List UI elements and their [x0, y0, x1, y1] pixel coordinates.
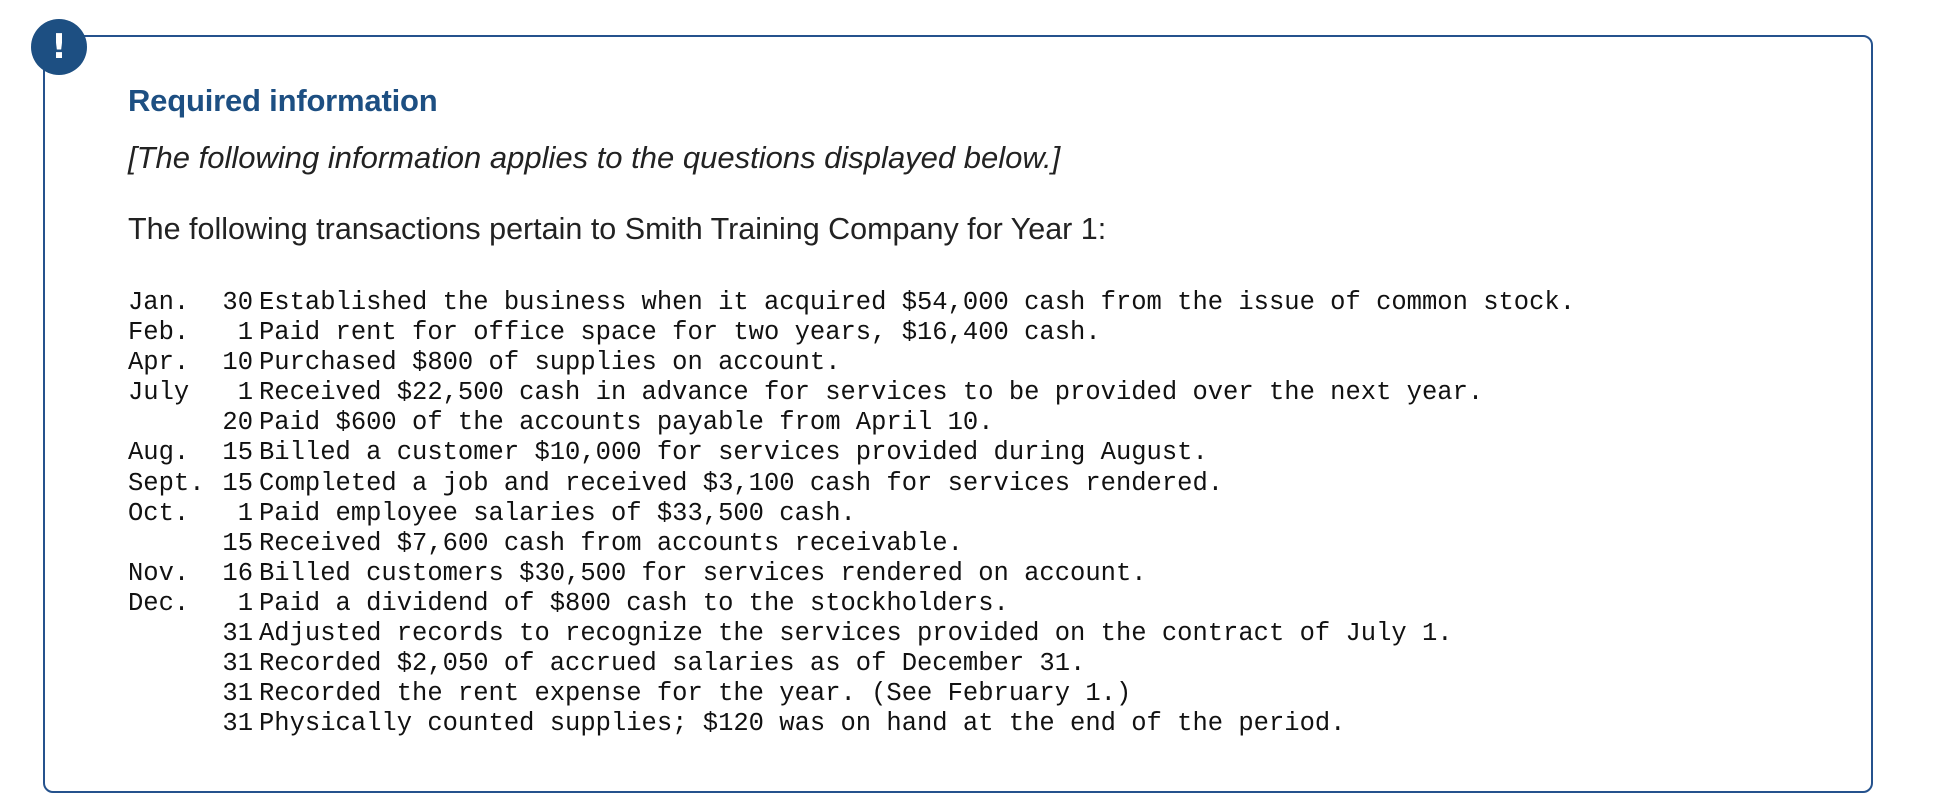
- transaction-description: Adjusted records to recognize the services provided on the contract of July 1.: [259, 619, 1453, 649]
- transaction-day: 16: [222, 558, 253, 588]
- transaction-date: [128, 619, 253, 649]
- transaction-date: [128, 288, 253, 318]
- transaction-month: July: [128, 378, 190, 408]
- transaction-description: Physically counted supplies; $120 was on hand at the end of the period.: [259, 709, 1346, 739]
- transaction-date: [128, 679, 253, 709]
- transaction-row: [128, 559, 1575, 589]
- transaction-description: Purchased $800 of supplies on account.: [259, 348, 841, 378]
- transaction-description: Recorded $2,050 of accrued salaries as of December 31.: [259, 649, 1086, 679]
- transaction-day: 31: [222, 649, 253, 679]
- transaction-row: [128, 619, 1575, 649]
- transaction-day: 31: [222, 709, 253, 739]
- intro-text: The following transactions pertain to Smith Training Company for Year 1:: [128, 212, 1107, 246]
- transaction-day: 1: [237, 318, 253, 348]
- applies-note: [The following information applies to the questions displayed below.]: [128, 140, 1061, 175]
- transaction-date: [128, 649, 253, 679]
- transaction-day: 1: [237, 588, 253, 618]
- transaction-description: Recorded the rent expense for the year. (See February 1.): [259, 679, 1132, 709]
- transaction-day: 15: [222, 468, 253, 498]
- transaction-month: Sept.: [128, 468, 205, 498]
- transaction-row: [128, 438, 1575, 468]
- transaction-day: 31: [222, 679, 253, 709]
- transaction-day: 15: [222, 528, 253, 558]
- transaction-date: [128, 378, 253, 408]
- transaction-description: Paid $600 of the accounts payable from April 10.: [259, 408, 994, 438]
- transaction-day: 1: [237, 378, 253, 408]
- transaction-date: [128, 499, 253, 529]
- transaction-description: Paid a dividend of $800 cash to the stockholders.: [259, 588, 1009, 618]
- transaction-row: [128, 348, 1575, 378]
- transaction-date: [128, 589, 253, 619]
- transaction-description: Received $22,500 cash in advance for services to be provided over the next year.: [259, 378, 1484, 408]
- alert-icon: !: [31, 19, 87, 75]
- transaction-description: Established the business when it acquired $54,000 cash from the issue of common stock.: [259, 288, 1576, 317]
- transaction-row: [128, 469, 1575, 499]
- transaction-row: [128, 529, 1575, 559]
- transaction-description: Received $7,600 cash from accounts receivable.: [259, 528, 963, 558]
- transaction-date: [128, 408, 253, 438]
- transaction-date: [128, 559, 253, 589]
- transaction-row: [128, 589, 1575, 619]
- transaction-month: Oct.: [128, 498, 190, 528]
- transaction-date: [128, 348, 253, 378]
- transaction-month: Nov.: [128, 558, 190, 588]
- transaction-day: 20: [222, 408, 253, 438]
- transaction-date: [128, 529, 253, 559]
- transaction-date: [128, 318, 253, 348]
- transaction-month: Apr.: [128, 348, 190, 378]
- transaction-row: [128, 378, 1575, 408]
- transaction-description: Billed a customer $10,000 for services provided during August.: [259, 438, 1208, 468]
- transaction-month: Feb.: [128, 318, 190, 348]
- transaction-row: [128, 288, 1575, 318]
- transaction-row: [128, 709, 1575, 739]
- transaction-date: [128, 469, 253, 499]
- transaction-row: [128, 499, 1575, 529]
- transaction-day: 1: [237, 498, 253, 528]
- transaction-month: Aug.: [128, 438, 190, 468]
- transaction-day: 10: [222, 348, 253, 378]
- transaction-description: Paid employee salaries of $33,500 cash.: [259, 498, 856, 528]
- transaction-day: 30: [222, 288, 253, 317]
- transaction-day: 31: [222, 619, 253, 649]
- transaction-row: [128, 408, 1575, 438]
- transaction-description: Completed a job and received $3,100 cash for services rendered.: [259, 468, 1224, 498]
- transactions-list: [128, 288, 1575, 739]
- transaction-row: [128, 318, 1575, 348]
- transaction-date: [128, 438, 253, 468]
- transaction-day: 15: [222, 438, 253, 468]
- transaction-description: Billed customers $30,500 for services rendered on account.: [259, 558, 1147, 588]
- transaction-description: Paid rent for office space for two years, $16,400 cash.: [259, 318, 1101, 348]
- transaction-row: [128, 649, 1575, 679]
- transaction-month: Dec.: [128, 588, 190, 618]
- transaction-row: [128, 679, 1575, 709]
- panel-heading: Required information: [128, 83, 438, 118]
- transaction-date: [128, 709, 253, 739]
- transaction-month: Jan.: [128, 288, 190, 317]
